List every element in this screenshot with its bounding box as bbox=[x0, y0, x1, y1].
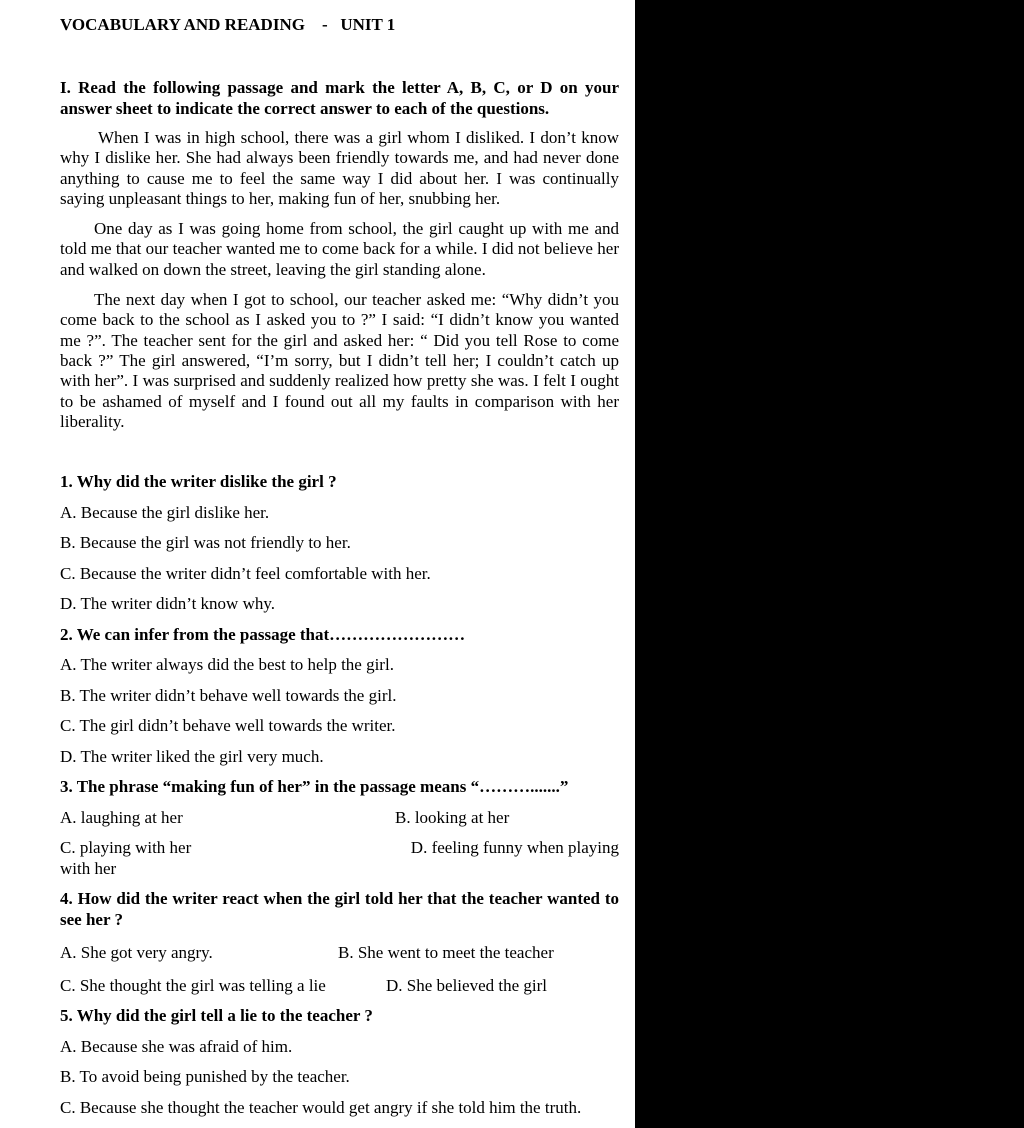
question-2-option-b: B. The writer didn’t behave well towards the girl. bbox=[60, 685, 397, 705]
question-3: 3. The phrase “making fun of her” in the passage means “……….......” bbox=[60, 777, 569, 797]
question-3-option-b: B. looking at her bbox=[395, 807, 510, 827]
question-3-option-a: A. laughing at her bbox=[60, 807, 183, 827]
question-3-options-row-1 bbox=[60, 808, 619, 829]
question-2-option-c: C. The girl didn’t behave well towards the writer. bbox=[60, 716, 396, 736]
question-3-option-d-continued: with her bbox=[60, 858, 117, 878]
passage-paragraph-3: The next day when I got to school, our teacher asked me: “Why didn’t you come back to the school as I asked you to ?” I said: “I didn’t know you wanted me ?”. The teacher sent for the girl and asked her: “ Did you tell Rose to come back ?” The girl answered, “I’m sorry, but I didn’t tell her; I couldn’t catch up with her”. I was surprised and suddenly realized how pretty she was. I felt I ought to be ashamed of myself and I found out all my faults in comparison with her liberality. bbox=[60, 290, 619, 431]
question-4-options-row-2 bbox=[60, 976, 619, 997]
question-4-option-c: C. She thought the girl was telling a lie bbox=[60, 975, 326, 995]
question-1-option-a: A. Because the girl dislike her. bbox=[60, 502, 270, 522]
passage-paragraph-1: When I was in high school, there was a girl whom I disliked. I don’t know why I dislike her. She had always been friendly towards me, and had never done anything to cause me to feel the same way I did about her. I was continually saying unpleasant things to her, making fun of her, snubbing her. bbox=[60, 128, 619, 208]
questions-section bbox=[60, 472, 619, 1118]
passage-paragraph-2: One day as I was going home from school, the girl caught up with me and told me that our teacher wanted me to come back for a while. I did not believe her and walked on down the street, leaving the girl standing alone. bbox=[60, 219, 619, 279]
black-margin bbox=[635, 0, 1024, 1128]
question-2-option-a: A. The writer always did the best to help the girl. bbox=[60, 655, 394, 675]
document-content bbox=[60, 14, 619, 1128]
page-title: VOCABULARY AND READING - UNIT 1 bbox=[60, 15, 396, 34]
question-3-options-row-2 bbox=[60, 838, 619, 879]
question-3-option-d: D. feeling funny when playing bbox=[410, 838, 619, 858]
question-1-option-c: C. Because the writer didn’t feel comfortable with her. bbox=[60, 563, 431, 583]
question-5-option-c: C. Because she thought the teacher would get angry if she told him the truth. bbox=[60, 1097, 582, 1117]
question-1: 1. Why did the writer dislike the girl ? bbox=[60, 472, 337, 492]
question-5-option-b: B. To avoid being punished by the teacher. bbox=[60, 1067, 350, 1087]
question-4-option-a: A. She got very angry. bbox=[60, 943, 213, 963]
question-4-option-b: B. She went to meet the teacher bbox=[338, 943, 554, 963]
instruction-text: I. Read the following passage and mark the letter A, B, C, or D on your answer sheet to indicate the correct answer to each of the questions. bbox=[60, 78, 619, 118]
question-2: 2. We can infer from the passage that…………………… bbox=[60, 624, 466, 644]
question-3-option-c: C. playing with her bbox=[60, 838, 192, 858]
question-4-options-row-1 bbox=[60, 943, 619, 964]
question-2-option-d: D. The writer liked the girl very much. bbox=[60, 746, 324, 766]
question-5: 5. Why did the girl tell a lie to the teacher ? bbox=[60, 1006, 373, 1026]
question-5-option-a: A. Because she was afraid of him. bbox=[60, 1036, 293, 1056]
question-1-option-d: D. The writer didn’t know why. bbox=[60, 594, 275, 614]
question-4: 4. How did the writer react when the girl told her that the teacher wanted to see her ? bbox=[60, 889, 619, 929]
question-4-option-d: D. She believed the girl bbox=[386, 975, 547, 995]
question-1-option-b: B. Because the girl was not friendly to her. bbox=[60, 533, 351, 553]
